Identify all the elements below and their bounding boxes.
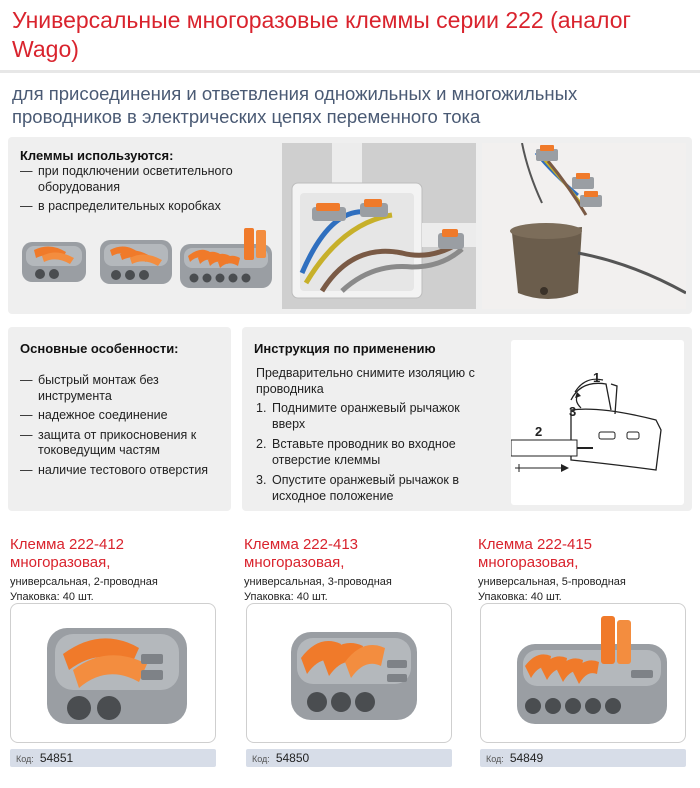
- product-title: Клемма 222-415 многоразовая,: [478, 536, 593, 571]
- product-pack: Упаковка: 40 шт.: [244, 591, 328, 603]
- list-item: — надежное соединение: [20, 408, 220, 424]
- diagram-label: 3: [569, 404, 577, 419]
- product-desc: универсальная, 3-проводная: [244, 576, 392, 588]
- product-card: [478, 536, 688, 604]
- list-item: — быстрый монтаж без инструмента: [20, 373, 220, 404]
- list-item: — наличие тестового отверстия: [20, 463, 220, 479]
- page-title: Универсальные многоразовые клеммы серии 222 (аналог Wago): [12, 7, 631, 62]
- diagram-label: 1: [593, 370, 601, 385]
- connector-2-icon: [22, 242, 86, 282]
- product-image-222-413: [246, 603, 452, 743]
- list-item: — при подключении осветительного оборудования: [20, 164, 270, 195]
- usage-list: [20, 164, 270, 219]
- instruction-diagram: [511, 340, 684, 505]
- product-card: [10, 536, 220, 604]
- product-code-badge: Код: 54850: [246, 749, 452, 767]
- instructions-intro: Предварительно снимите изоляцию с проводника: [256, 366, 475, 396]
- diagram-label: 2: [535, 424, 543, 439]
- product-code-badge: Код: 54849: [480, 749, 686, 767]
- connector-5-icon: [180, 228, 272, 288]
- product-pack: Упаковка: 40 шт.: [10, 591, 94, 603]
- page-subtitle: для присоединения и ответвления одножильных и многожильных проводников в электрических цепях переменного тока: [12, 83, 578, 127]
- product-desc: универсальная, 5-проводная: [478, 576, 626, 588]
- product-pack: Упаковка: 40 шт.: [478, 591, 562, 603]
- connector-3-icon: [100, 240, 172, 284]
- product-image-222-415: [480, 603, 686, 743]
- junction-box-photo: [282, 143, 476, 309]
- product-card: [244, 536, 454, 604]
- list-item: — в распределительных коробках: [20, 199, 270, 215]
- product-image-222-412: [10, 603, 216, 743]
- list-item: 1. Поднимите оранжевый рычажок вверх: [256, 401, 460, 431]
- product-title: Клемма 222-413 многоразовая,: [244, 536, 359, 571]
- connectors-photo: [20, 228, 280, 298]
- product-desc: универсальная, 2-проводная: [10, 576, 158, 588]
- list-item: — защита от прикосновения к токоведущим частям: [20, 428, 220, 459]
- product-title: Клемма 222-412 многоразовая,: [10, 536, 125, 571]
- features-list: [20, 373, 220, 482]
- title-divider: [0, 70, 700, 73]
- instructions-steps: [256, 401, 496, 509]
- lamp-photo: [482, 143, 686, 309]
- instructions-heading: Инструкция по применению: [254, 341, 436, 356]
- list-item: 3. Опустите оранжевый рычажок в исходное положение: [256, 473, 460, 503]
- list-item: 2. Вставьте проводник во входное отверстие клеммы: [256, 437, 456, 467]
- usage-heading: Клеммы используются:: [20, 148, 174, 163]
- features-heading: Основные особенности:: [20, 341, 179, 356]
- product-code-badge: Код: 54851: [10, 749, 216, 767]
